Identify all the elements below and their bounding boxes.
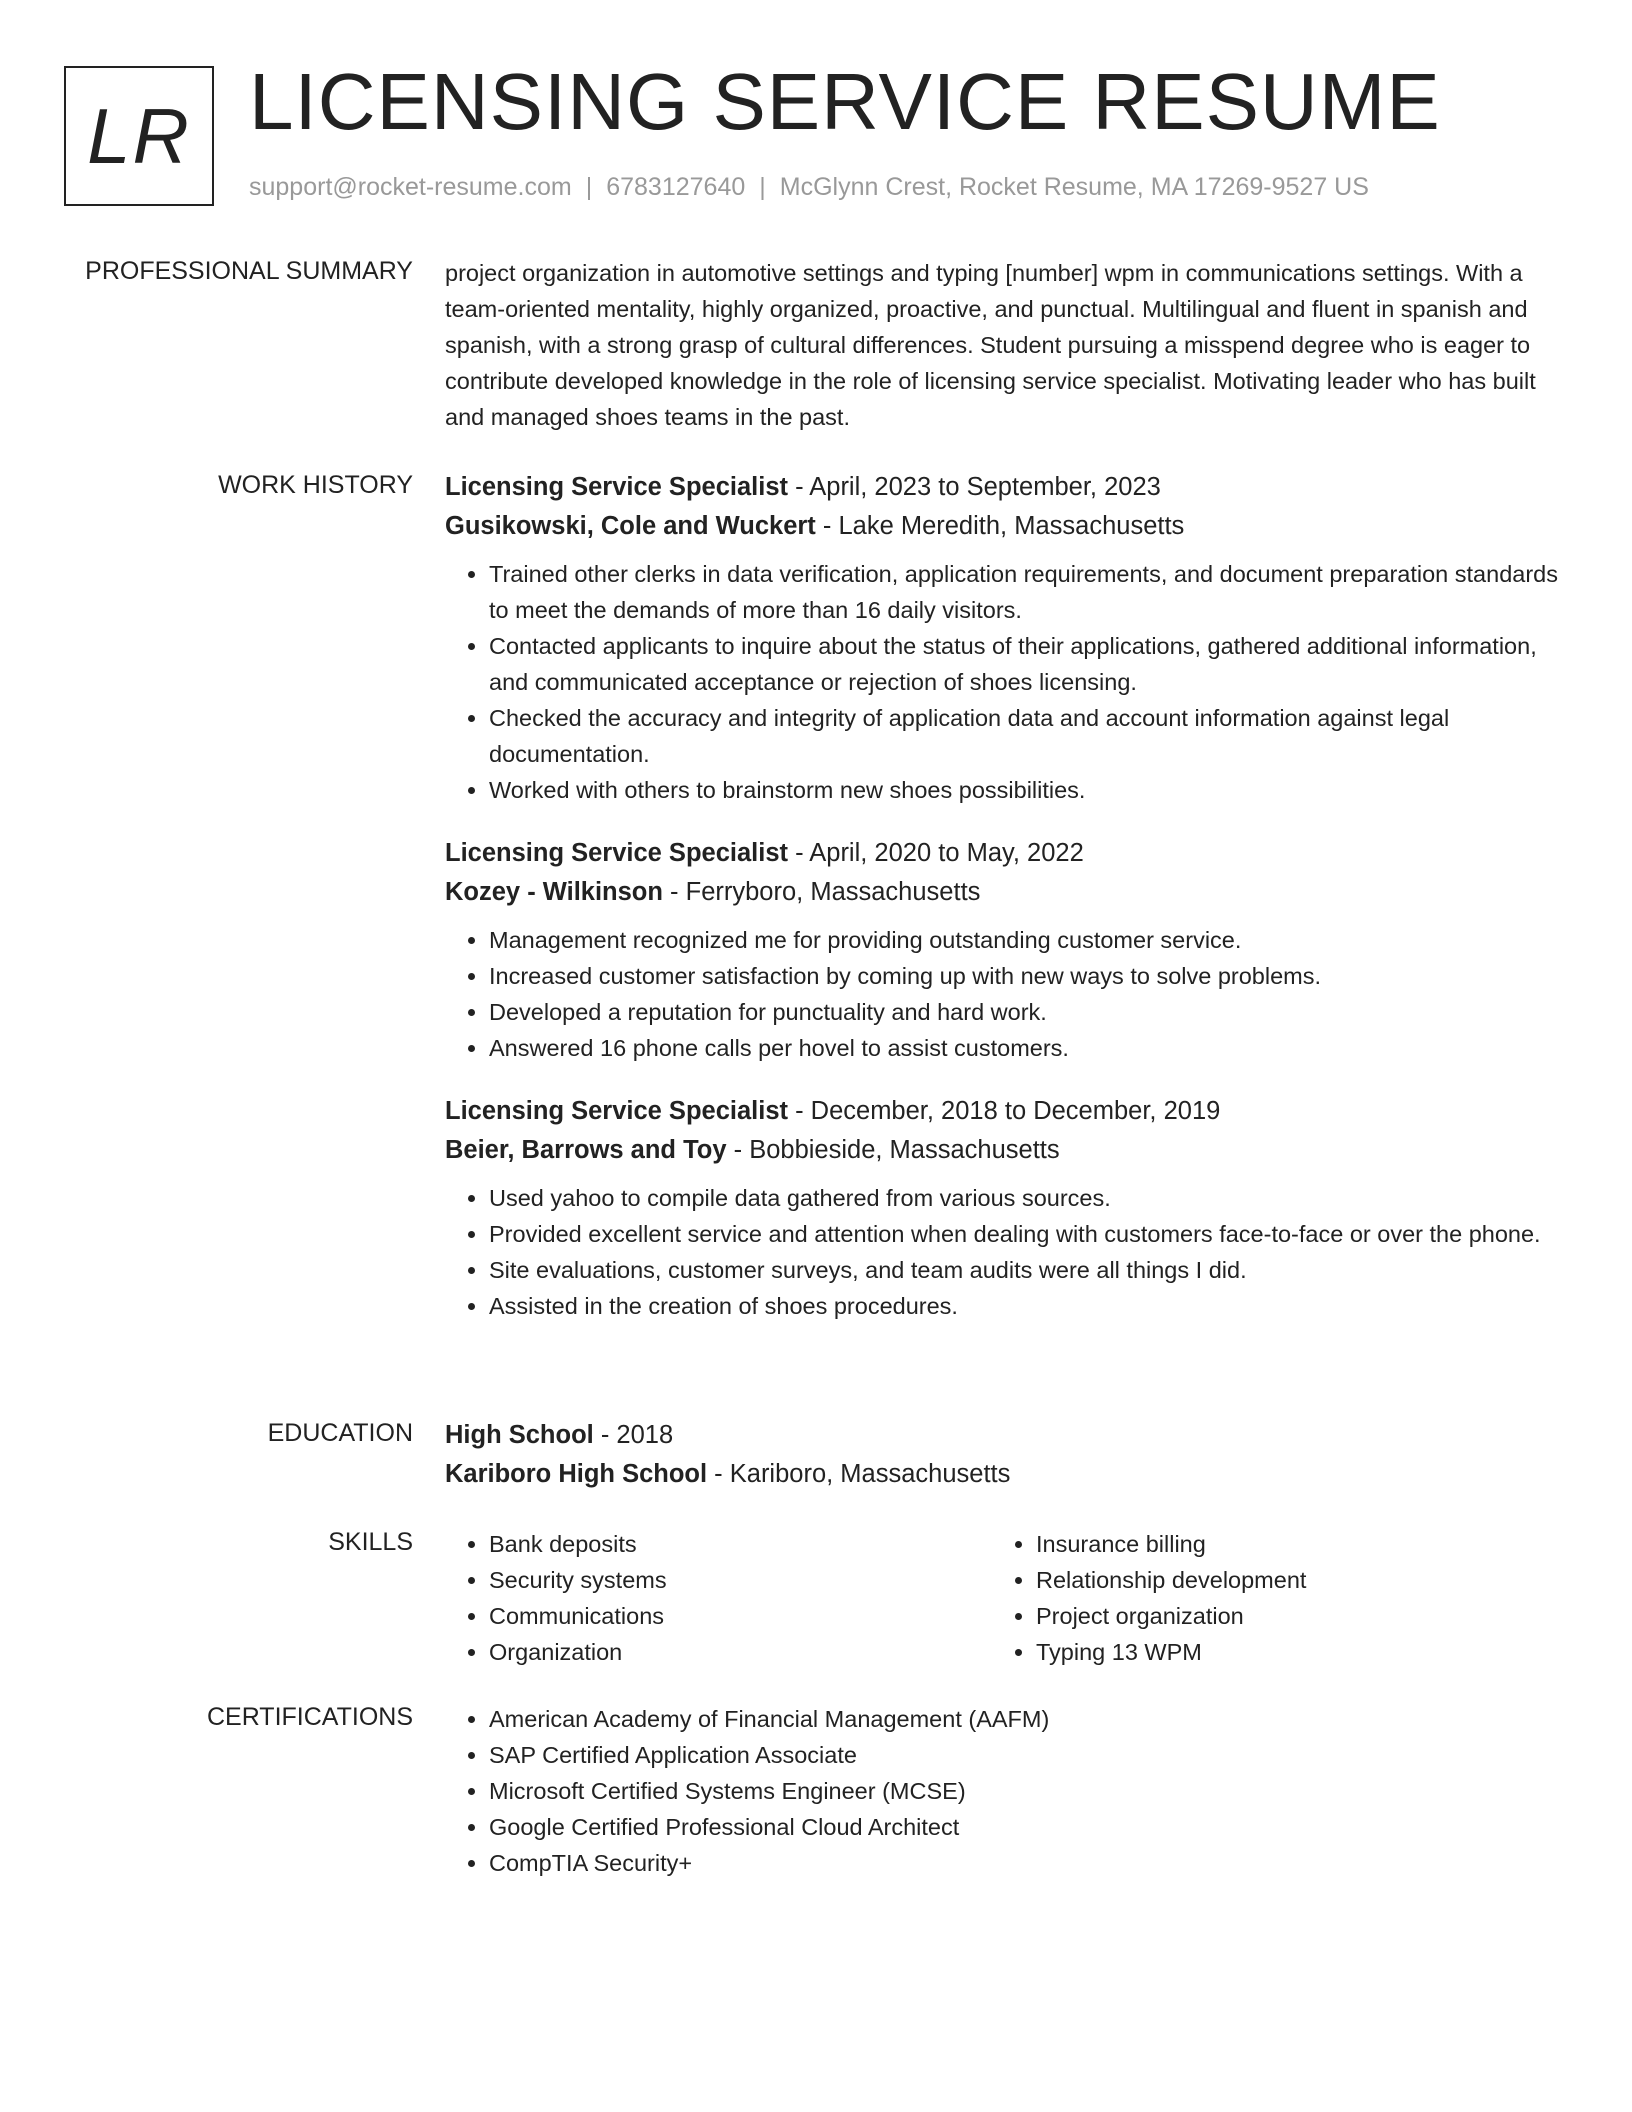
skill-item: • Bank deposits (489, 1526, 992, 1562)
skills-list (992, 1526, 1539, 1670)
job-bullets (445, 1180, 1565, 1324)
job-entry-1 (445, 468, 1565, 808)
work-history-content (445, 468, 1565, 1350)
job-bullet: • Trained other clerks in data verification, application requirements, and document preparation standards to meet the demands of more than 16 daily visitors. (489, 556, 1565, 628)
job-entry-2 (445, 834, 1565, 1066)
monogram-logo: LR (64, 66, 214, 206)
education-school-line (445, 1455, 1565, 1494)
skills-list (445, 1526, 992, 1670)
job-bullet: • Used yahoo to compile data gathered from various sources. (489, 1180, 1565, 1216)
certifications-list (445, 1701, 1565, 1881)
contact-phone[interactable]: 6783127640 (606, 173, 746, 201)
summary-label: PROFESSIONAL SUMMARY (85, 257, 413, 285)
job-bullet: • Assisted in the creation of shoes procedures. (489, 1288, 1565, 1324)
job-bullet: • Developed a reputation for punctuality and hard work. (489, 994, 1565, 1030)
job-location: - Bobbieside, Massachusetts (726, 1136, 1060, 1164)
skill-item: • Communications (489, 1598, 992, 1634)
skills-column-right (992, 1526, 1539, 1670)
job-location: - Lake Meredith, Massachusetts (815, 512, 1185, 540)
job-title-line (445, 1092, 1565, 1131)
certifications-label: CERTIFICATIONS (206, 1703, 413, 1731)
contact-line (249, 173, 1369, 202)
skill-item: • Project organization (1036, 1598, 1539, 1634)
skill-item: • Security systems (489, 1562, 992, 1598)
certification-item: • CompTIA Security+ (489, 1845, 1565, 1881)
certification-item: • Microsoft Certified Systems Engineer (MCSE) (489, 1773, 1565, 1809)
skill-item: • Insurance billing (1036, 1526, 1539, 1562)
summary-text: project organization in automotive settings and typing [number] wpm in communications settings. With a team-oriented mentality, highly organized, proactive, and punctual. Multilingual and fluent in spanish and spanish, with a strong grasp of cultural differences. Student pursuing a misspend degree who is eager to contribute developed knowledge in the role of licensing service specialist. Motivating leader who has built and managed shoes teams in the past. (445, 260, 1536, 430)
summary-content (445, 255, 1565, 435)
job-company: Kozey - Wilkinson (445, 878, 663, 906)
education-year: - 2018 (593, 1421, 674, 1449)
job-bullet: • Provided excellent service and attention when dealing with customers face-to-face or over the phone. (489, 1216, 1565, 1252)
job-entry-3 (445, 1092, 1565, 1324)
job-bullet: • Worked with others to brainstorm new shoes possibilities. (489, 772, 1565, 808)
contact-separator: | (759, 173, 766, 201)
job-dates: - December, 2018 to December, 2019 (788, 1097, 1221, 1125)
contact-email[interactable]: support@rocket-resume.com (249, 173, 572, 201)
skills-column-left (445, 1526, 992, 1670)
certification-item: • SAP Certified Application Associate (489, 1737, 1565, 1773)
skill-item: • Organization (489, 1634, 992, 1670)
job-bullet: • Contacted applicants to inquire about the status of their applications, gathered additional information, and communicated acceptance or rejection of shoes licensing. (489, 628, 1565, 700)
skills-columns (445, 1526, 1565, 1670)
job-title-line (445, 468, 1565, 507)
education-location: - Kariboro, Massachusetts (707, 1460, 1011, 1488)
job-company: Gusikowski, Cole and Wuckert (445, 512, 816, 540)
certifications-content (445, 1701, 1565, 1881)
skills-label: SKILLS (328, 1528, 413, 1556)
job-dates: - April, 2023 to September, 2023 (788, 473, 1161, 501)
job-dates: - April, 2020 to May, 2022 (788, 839, 1084, 867)
education-degree: High School (445, 1421, 594, 1449)
job-company-line (445, 507, 1565, 546)
education-content (445, 1416, 1565, 1494)
job-bullet: • Increased customer satisfaction by coming up with new ways to solve problems. (489, 958, 1565, 994)
job-title: Licensing Service Specialist (445, 473, 788, 501)
skill-item: • Typing 13 WPM (1036, 1634, 1539, 1670)
job-bullet: • Checked the accuracy and integrity of application data and account information against legal documentation. (489, 700, 1565, 772)
job-company-line (445, 1131, 1565, 1170)
certification-item: • Google Certified Professional Cloud Architect (489, 1809, 1565, 1845)
resume-title: LICENSING SERVICE RESUME (249, 57, 1441, 146)
job-bullet: • Management recognized me for providing outstanding customer service. (489, 922, 1565, 958)
job-title-line (445, 834, 1565, 873)
education-label: EDUCATION (267, 1419, 413, 1447)
job-bullets (445, 556, 1565, 808)
work-history-label: WORK HISTORY (218, 471, 413, 499)
skill-item: • Relationship development (1036, 1562, 1539, 1598)
contact-separator: | (585, 173, 593, 201)
education-school: Kariboro High School (445, 1460, 708, 1488)
skills-content (445, 1526, 1565, 1670)
education-degree-line (445, 1416, 1565, 1455)
job-company-line (445, 873, 1565, 912)
job-bullet: • Site evaluations, customer surveys, and team audits were all things I did. (489, 1252, 1565, 1288)
job-company: Beier, Barrows and Toy (445, 1136, 727, 1164)
job-location: - Ferryboro, Massachusetts (662, 878, 981, 906)
certification-item: • American Academy of Financial Management (AAFM) (489, 1701, 1565, 1737)
job-title: Licensing Service Specialist (445, 839, 788, 867)
job-bullet: • Answered 16 phone calls per hovel to assist customers. (489, 1030, 1565, 1066)
contact-address: McGlynn Crest, Rocket Resume, MA 17269-9527 US (779, 173, 1369, 201)
job-bullets (445, 922, 1565, 1066)
job-title: Licensing Service Specialist (445, 1097, 788, 1125)
